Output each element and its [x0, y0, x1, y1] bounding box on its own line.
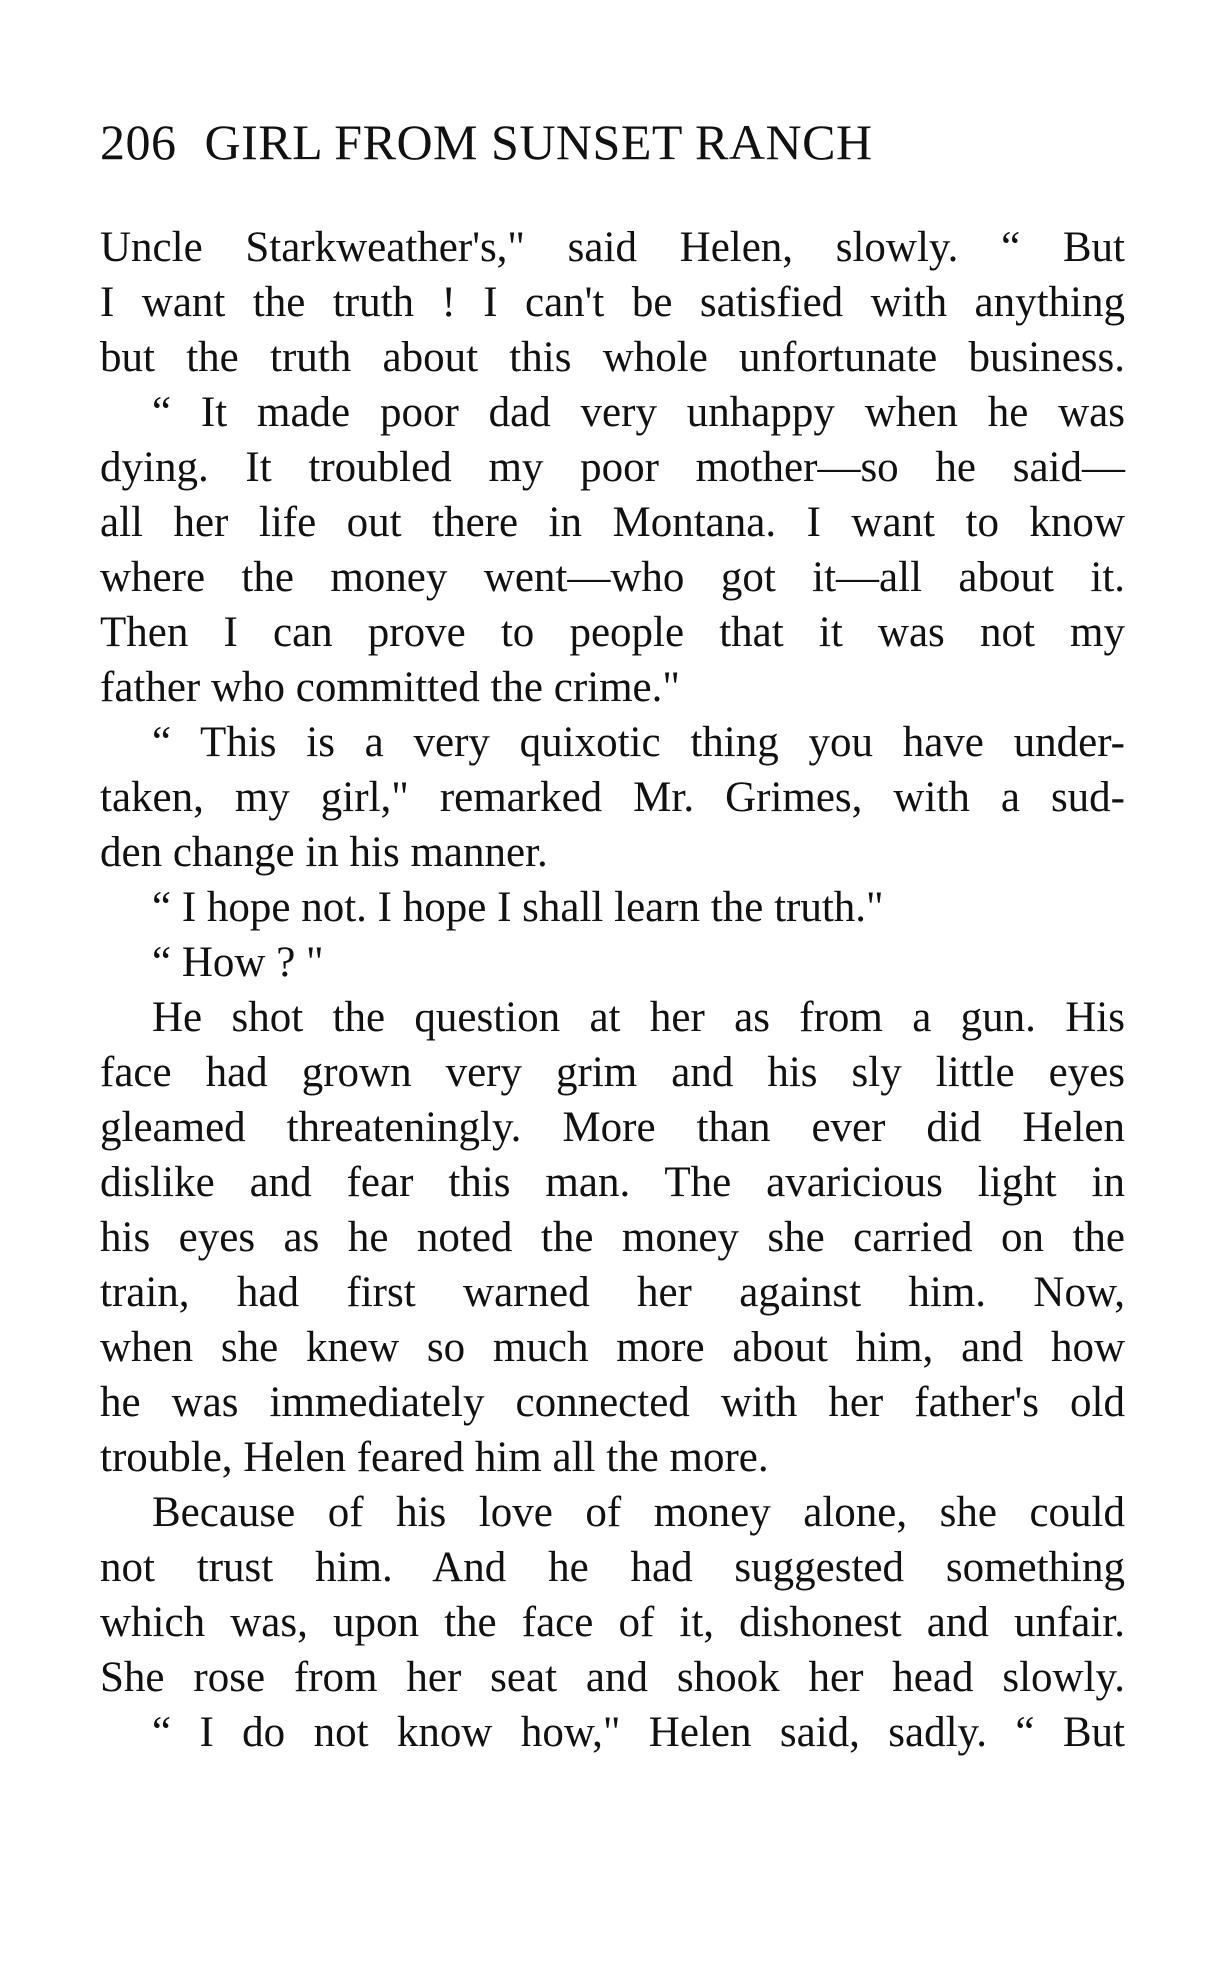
- body-text: [100, 220, 1125, 1760]
- text-line: train, had first warned her against him. Now,: [100, 1269, 1125, 1316]
- text-line: “ I do not know how," Helen said, sadly. “ But: [152, 1709, 1125, 1756]
- text-line: “ It made poor dad very unhappy when he was: [152, 389, 1125, 436]
- running-title: GIRL FROM SUNSET RANCH: [204, 114, 873, 170]
- text-line: dying. It troubled my poor mother—so he said—: [100, 444, 1125, 491]
- text-line: “ This is a very quixotic thing you have under-: [152, 719, 1125, 766]
- text-line: trouble, Helen feared him all the more.: [100, 1434, 769, 1481]
- running-header: [100, 112, 873, 172]
- text-line: dislike and fear this man. The avaricious light in: [100, 1159, 1125, 1206]
- text-line: “ How ? ": [152, 939, 324, 986]
- text-line: not trust him. And he had suggested something: [100, 1544, 1125, 1591]
- text-line: where the money went—who got it—all about it.: [100, 554, 1125, 601]
- text-line: father who committed the crime.": [100, 664, 680, 711]
- text-line: Because of his love of money alone, she could: [152, 1489, 1125, 1536]
- text-line: when she knew so much more about him, and how: [100, 1324, 1125, 1371]
- text-line: She rose from her seat and shook her head slowly.: [100, 1654, 1125, 1701]
- text-line: his eyes as he noted the money she carried on the: [100, 1214, 1125, 1261]
- text-line: all her life out there in Montana. I want to know: [100, 499, 1125, 546]
- text-line: Uncle Starkweather's," said Helen, slowly. “ But: [100, 224, 1125, 271]
- text-line: face had grown very grim and his sly little eyes: [100, 1049, 1125, 1096]
- text-line: He shot the question at her as from a gun. His: [152, 994, 1125, 1041]
- text-line: he was immediately connected with her father's old: [100, 1379, 1125, 1426]
- text-line: which was, upon the face of it, dishonest and unfair.: [100, 1599, 1125, 1646]
- page-number: 206: [100, 114, 177, 170]
- text-line: den change in his manner.: [100, 829, 548, 876]
- text-line: I want the truth ! I can't be satisfied with anything: [100, 279, 1125, 326]
- text-line: “ I hope not. I hope I shall learn the truth.": [152, 884, 884, 931]
- text-line: gleamed threateningly. More than ever did Helen: [100, 1104, 1125, 1151]
- text-line: taken, my girl," remarked Mr. Grimes, with a sud-: [100, 774, 1125, 821]
- text-line: but the truth about this whole unfortunate business.: [100, 334, 1125, 381]
- text-line: Then I can prove to people that it was not my: [100, 609, 1125, 656]
